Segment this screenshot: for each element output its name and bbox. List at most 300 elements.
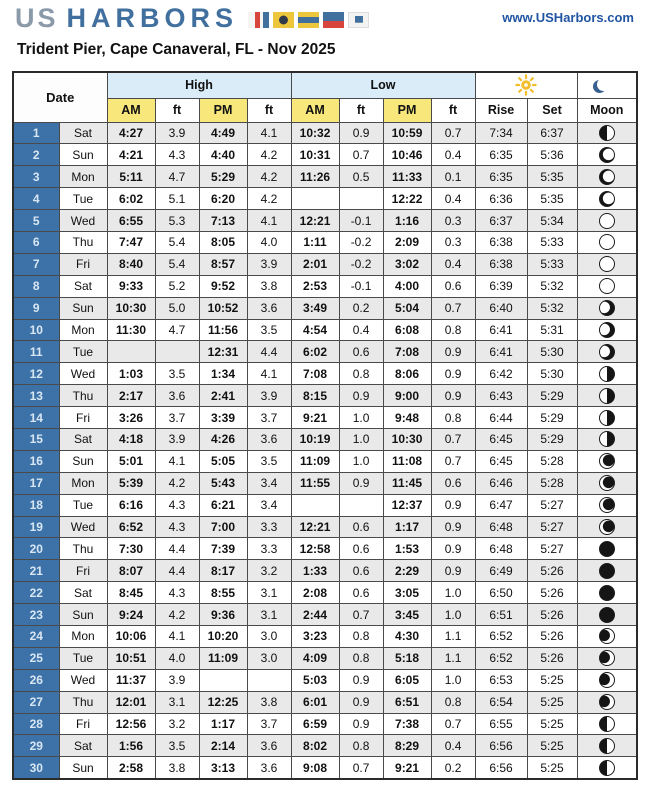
low-pm-ft-cell: 0.4 [431, 253, 475, 275]
moon-phase-icon [599, 541, 615, 557]
low-am-time-cell: 12:21 [291, 516, 339, 538]
high-am-time-cell: 8:07 [107, 560, 155, 582]
sunset-cell: 5:26 [527, 604, 577, 626]
sunset-cell: 5:30 [527, 341, 577, 363]
low-pm-time-cell: 6:08 [383, 319, 431, 341]
high-pm-ft-cell: 4.0 [247, 231, 291, 253]
low-pm-time-cell: 2:09 [383, 231, 431, 253]
date-number-cell: 12 [13, 363, 59, 385]
low-pm-time-cell: 6:05 [383, 669, 431, 691]
day-name-cell: Thu [59, 538, 107, 560]
moon-phase-icon [599, 256, 615, 272]
table-row [13, 144, 637, 166]
low-am-ft-cell: 0.9 [339, 122, 383, 144]
low-am-ft-cell: 0.6 [339, 560, 383, 582]
moon-cell [577, 735, 637, 757]
low-am-ft-cell: 0.8 [339, 625, 383, 647]
low-pm-ft-cell: 0.9 [431, 494, 475, 516]
date-number-cell: 28 [13, 713, 59, 735]
low-am-ft-cell: 0.5 [339, 166, 383, 188]
moon-phase-icon [599, 322, 615, 338]
table-row [13, 319, 637, 341]
website-link[interactable]: www.USHarbors.com [502, 10, 634, 25]
low-pm-time-cell: 9:21 [383, 757, 431, 779]
col-header-low: Low [291, 72, 475, 98]
date-number-cell: 15 [13, 428, 59, 450]
page-header [0, 0, 648, 34]
low-pm-time-cell: 12:22 [383, 188, 431, 210]
date-number-cell: 7 [13, 253, 59, 275]
moon-phase-icon [599, 388, 615, 404]
table-header-row-2 [13, 98, 637, 122]
high-am-time-cell: 3:26 [107, 407, 155, 429]
high-am-ft-cell: 4.7 [155, 166, 199, 188]
low-am-time-cell: 10:32 [291, 122, 339, 144]
low-am-ft-cell: 0.6 [339, 516, 383, 538]
low-pm-time-cell: 1:53 [383, 538, 431, 560]
high-am-time-cell: 10:30 [107, 297, 155, 319]
day-name-cell: Mon [59, 625, 107, 647]
table-row [13, 407, 637, 429]
high-pm-time-cell: 9:52 [199, 275, 247, 297]
day-name-cell: Wed [59, 669, 107, 691]
day-name-cell: Wed [59, 210, 107, 232]
high-pm-time-cell: 4:40 [199, 144, 247, 166]
high-am-ft-cell: 4.4 [155, 560, 199, 582]
low-am-ft-cell: 1.0 [339, 428, 383, 450]
day-name-cell: Sun [59, 144, 107, 166]
low-am-time-cell: 12:21 [291, 210, 339, 232]
high-am-ft-cell: 3.5 [155, 363, 199, 385]
table-row [13, 604, 637, 626]
high-am-time-cell: 7:30 [107, 538, 155, 560]
high-am-ft-cell: 3.6 [155, 385, 199, 407]
sunset-cell: 5:29 [527, 385, 577, 407]
moon-phase-icon [599, 191, 615, 207]
low-pm-ft-cell: 0.4 [431, 188, 475, 210]
high-pm-ft-cell: 3.9 [247, 385, 291, 407]
low-am-ft-cell: -0.2 [339, 253, 383, 275]
day-name-cell: Sun [59, 604, 107, 626]
sunset-cell: 5:26 [527, 560, 577, 582]
col-header-high: High [107, 72, 291, 98]
day-name-cell: Sat [59, 428, 107, 450]
low-pm-time-cell: 5:18 [383, 647, 431, 669]
low-am-ft-cell: 0.6 [339, 538, 383, 560]
sunset-cell: 5:29 [527, 407, 577, 429]
sunset-cell: 5:36 [527, 144, 577, 166]
low-pm-ft-cell: 0.9 [431, 363, 475, 385]
high-pm-ft-cell: 3.3 [247, 538, 291, 560]
high-am-ft-cell: 3.8 [155, 757, 199, 779]
high-pm-time-cell: 6:21 [199, 494, 247, 516]
tide-table [12, 71, 638, 780]
date-number-cell: 21 [13, 560, 59, 582]
high-am-time-cell: 11:30 [107, 319, 155, 341]
low-am-time-cell: 4:54 [291, 319, 339, 341]
col-header-set: Set [527, 98, 577, 122]
low-am-ft-cell [339, 188, 383, 210]
high-am-ft-cell: 4.3 [155, 582, 199, 604]
signal-flag-delta-icon [298, 12, 319, 28]
sunrise-cell: 6:49 [475, 560, 527, 582]
moon-phase-icon [599, 738, 615, 754]
sunset-cell: 5:25 [527, 735, 577, 757]
high-am-ft-cell: 4.4 [155, 538, 199, 560]
sunrise-cell: 6:44 [475, 407, 527, 429]
moon-cell [577, 560, 637, 582]
low-pm-ft-cell: 0.4 [431, 144, 475, 166]
low-am-ft-cell: -0.1 [339, 275, 383, 297]
high-pm-ft-cell: 3.5 [247, 319, 291, 341]
high-pm-ft-cell: 3.1 [247, 582, 291, 604]
date-number-cell: 18 [13, 494, 59, 516]
table-row [13, 188, 637, 210]
table-row [13, 582, 637, 604]
high-pm-ft-cell: 4.2 [247, 144, 291, 166]
high-am-ft-cell: 4.3 [155, 144, 199, 166]
col-header-moon-icon [577, 72, 637, 98]
sunrise-cell: 6:38 [475, 253, 527, 275]
low-am-ft-cell: 0.9 [339, 691, 383, 713]
low-pm-time-cell: 6:51 [383, 691, 431, 713]
low-pm-time-cell: 3:05 [383, 582, 431, 604]
sunrise-cell: 6:52 [475, 647, 527, 669]
high-pm-ft-cell: 4.2 [247, 166, 291, 188]
date-number-cell: 25 [13, 647, 59, 669]
low-pm-ft-cell: 0.6 [431, 472, 475, 494]
table-row [13, 166, 637, 188]
sunrise-cell: 6:40 [475, 297, 527, 319]
moon-phase-icon [599, 453, 615, 469]
table-row [13, 713, 637, 735]
high-am-time-cell: 10:51 [107, 647, 155, 669]
col-header-moon: Moon [577, 98, 637, 122]
table-row [13, 363, 637, 385]
high-pm-time-cell: 1:17 [199, 713, 247, 735]
moon-cell [577, 385, 637, 407]
low-am-ft-cell: -0.2 [339, 231, 383, 253]
col-header-low-pm: PM [383, 98, 431, 122]
high-am-ft-cell: 4.2 [155, 472, 199, 494]
high-am-time-cell [107, 341, 155, 363]
high-am-time-cell: 8:40 [107, 253, 155, 275]
moon-cell [577, 691, 637, 713]
high-am-time-cell: 12:56 [107, 713, 155, 735]
high-am-time-cell: 6:16 [107, 494, 155, 516]
high-pm-time-cell: 10:52 [199, 297, 247, 319]
low-pm-time-cell: 11:45 [383, 472, 431, 494]
low-am-time-cell: 8:15 [291, 385, 339, 407]
col-header-low-am-ft: ft [339, 98, 383, 122]
date-number-cell: 17 [13, 472, 59, 494]
low-pm-time-cell: 8:06 [383, 363, 431, 385]
sunset-cell: 5:35 [527, 166, 577, 188]
sunset-cell: 5:27 [527, 538, 577, 560]
moon-cell [577, 188, 637, 210]
date-number-cell: 2 [13, 144, 59, 166]
col-header-high-pm-ft: ft [247, 98, 291, 122]
moon-phase-icon [599, 628, 615, 644]
date-number-cell: 8 [13, 275, 59, 297]
moon-cell [577, 319, 637, 341]
low-am-time-cell: 9:21 [291, 407, 339, 429]
moon-cell [577, 625, 637, 647]
table-row [13, 560, 637, 582]
day-name-cell: Mon [59, 472, 107, 494]
col-header-low-pm-ft: ft [431, 98, 475, 122]
sunset-cell: 6:37 [527, 122, 577, 144]
low-pm-ft-cell: 0.8 [431, 407, 475, 429]
low-am-ft-cell: 0.2 [339, 297, 383, 319]
high-am-ft-cell: 5.1 [155, 188, 199, 210]
sunrise-cell: 6:56 [475, 735, 527, 757]
sunset-cell: 5:33 [527, 231, 577, 253]
high-am-time-cell: 7:47 [107, 231, 155, 253]
day-name-cell: Sat [59, 275, 107, 297]
sunset-cell: 5:29 [527, 428, 577, 450]
high-pm-ft-cell: 3.7 [247, 713, 291, 735]
low-pm-ft-cell: 1.0 [431, 582, 475, 604]
low-am-time-cell: 11:26 [291, 166, 339, 188]
table-row [13, 297, 637, 319]
high-am-time-cell: 11:37 [107, 669, 155, 691]
high-pm-time-cell: 11:09 [199, 647, 247, 669]
moon-phase-icon [599, 497, 615, 513]
col-header-sun [475, 72, 577, 98]
signal-flags [248, 12, 369, 28]
high-pm-ft-cell [247, 669, 291, 691]
low-pm-ft-cell: 0.3 [431, 210, 475, 232]
high-am-ft-cell: 4.1 [155, 625, 199, 647]
low-pm-time-cell: 12:37 [383, 494, 431, 516]
moon-phase-icon [599, 563, 615, 579]
sunset-cell: 5:32 [527, 275, 577, 297]
moon-cell [577, 538, 637, 560]
low-pm-ft-cell: 1.1 [431, 647, 475, 669]
date-number-cell: 11 [13, 341, 59, 363]
high-pm-ft-cell: 3.0 [247, 625, 291, 647]
high-am-ft-cell [155, 341, 199, 363]
moon-phase-icon [599, 760, 615, 776]
moon-phase-icon [599, 410, 615, 426]
high-am-time-cell: 2:58 [107, 757, 155, 779]
high-am-ft-cell: 5.0 [155, 297, 199, 319]
table-row [13, 450, 637, 472]
day-name-cell: Thu [59, 231, 107, 253]
low-pm-ft-cell: 0.6 [431, 275, 475, 297]
low-am-ft-cell [339, 494, 383, 516]
moon-cell [577, 275, 637, 297]
low-pm-ft-cell: 0.9 [431, 385, 475, 407]
low-am-ft-cell: 1.0 [339, 407, 383, 429]
moon-phase-icon [599, 125, 615, 141]
high-pm-time-cell: 4:26 [199, 428, 247, 450]
moon-cell [577, 253, 637, 275]
date-number-cell: 20 [13, 538, 59, 560]
low-pm-ft-cell: 0.7 [431, 713, 475, 735]
high-pm-time-cell: 8:57 [199, 253, 247, 275]
high-am-ft-cell: 5.2 [155, 275, 199, 297]
moon-cell [577, 166, 637, 188]
sunset-cell: 5:25 [527, 713, 577, 735]
high-am-ft-cell: 5.4 [155, 253, 199, 275]
moon-phase-icon [599, 431, 615, 447]
sunset-cell: 5:25 [527, 691, 577, 713]
low-am-ft-cell: 0.4 [339, 319, 383, 341]
low-pm-time-cell: 7:08 [383, 341, 431, 363]
sunrise-cell: 7:34 [475, 122, 527, 144]
table-row [13, 669, 637, 691]
high-pm-ft-cell: 4.1 [247, 363, 291, 385]
moon-phase-icon [599, 694, 615, 710]
col-header-high-am: AM [107, 98, 155, 122]
low-am-ft-cell: 0.8 [339, 647, 383, 669]
low-pm-time-cell: 8:29 [383, 735, 431, 757]
date-number-cell: 23 [13, 604, 59, 626]
day-name-cell: Fri [59, 407, 107, 429]
sunrise-cell: 6:45 [475, 450, 527, 472]
high-am-time-cell: 4:18 [107, 428, 155, 450]
day-name-cell: Fri [59, 253, 107, 275]
high-pm-ft-cell: 3.6 [247, 735, 291, 757]
moon-phase-icon [599, 213, 615, 229]
high-am-time-cell: 4:21 [107, 144, 155, 166]
low-am-ft-cell: 0.7 [339, 757, 383, 779]
low-pm-time-cell: 10:46 [383, 144, 431, 166]
high-am-time-cell: 4:27 [107, 122, 155, 144]
high-am-ft-cell: 4.2 [155, 604, 199, 626]
low-am-ft-cell: 1.0 [339, 450, 383, 472]
high-am-ft-cell: 4.1 [155, 450, 199, 472]
high-pm-ft-cell: 3.9 [247, 253, 291, 275]
low-am-ft-cell: 0.7 [339, 604, 383, 626]
high-am-time-cell: 2:17 [107, 385, 155, 407]
signal-flag-sierra-icon [348, 12, 369, 28]
sunrise-cell: 6:51 [475, 604, 527, 626]
day-name-cell: Mon [59, 166, 107, 188]
low-pm-time-cell: 2:29 [383, 560, 431, 582]
high-pm-ft-cell: 3.3 [247, 516, 291, 538]
sunrise-cell: 6:53 [475, 669, 527, 691]
high-pm-ft-cell: 4.2 [247, 188, 291, 210]
high-am-time-cell: 1:56 [107, 735, 155, 757]
col-header-low-am: AM [291, 98, 339, 122]
low-pm-ft-cell: 0.3 [431, 231, 475, 253]
day-name-cell: Mon [59, 319, 107, 341]
day-name-cell: Fri [59, 560, 107, 582]
moon-phase-icon [599, 650, 615, 666]
sun-icon [515, 74, 537, 96]
low-pm-ft-cell: 0.9 [431, 538, 475, 560]
low-am-ft-cell: 0.8 [339, 363, 383, 385]
low-am-time-cell: 2:01 [291, 253, 339, 275]
high-am-ft-cell: 4.0 [155, 647, 199, 669]
table-row [13, 385, 637, 407]
high-pm-time-cell: 3:13 [199, 757, 247, 779]
moon-cell [577, 363, 637, 385]
sunset-cell: 5:26 [527, 625, 577, 647]
moon-cell [577, 494, 637, 516]
sunrise-cell: 6:36 [475, 188, 527, 210]
high-am-ft-cell: 5.3 [155, 210, 199, 232]
low-pm-ft-cell: 0.9 [431, 560, 475, 582]
moon-phase-icon [599, 519, 615, 535]
high-pm-time-cell: 2:14 [199, 735, 247, 757]
low-am-time-cell: 2:53 [291, 275, 339, 297]
high-am-time-cell: 6:55 [107, 210, 155, 232]
signal-flag-india-icon [273, 12, 294, 28]
moon-cell [577, 210, 637, 232]
low-pm-ft-cell: 0.7 [431, 428, 475, 450]
high-pm-time-cell: 1:34 [199, 363, 247, 385]
low-am-ft-cell: 0.9 [339, 669, 383, 691]
moon-cell [577, 407, 637, 429]
table-row [13, 647, 637, 669]
moon-phase-icon [599, 169, 615, 185]
low-am-time-cell: 6:02 [291, 341, 339, 363]
low-am-time-cell: 4:09 [291, 647, 339, 669]
moon-cell [577, 122, 637, 144]
high-pm-time-cell: 6:20 [199, 188, 247, 210]
low-pm-time-cell: 1:17 [383, 516, 431, 538]
day-name-cell: Sun [59, 450, 107, 472]
col-header-high-pm: PM [199, 98, 247, 122]
sunrise-cell: 6:46 [475, 472, 527, 494]
low-am-time-cell: 1:33 [291, 560, 339, 582]
moon-phase-icon [599, 585, 615, 601]
high-am-ft-cell: 3.9 [155, 122, 199, 144]
sunset-cell: 5:27 [527, 516, 577, 538]
high-pm-time-cell: 5:43 [199, 472, 247, 494]
table-row [13, 538, 637, 560]
low-am-time-cell [291, 494, 339, 516]
high-pm-time-cell: 10:20 [199, 625, 247, 647]
high-pm-ft-cell: 3.5 [247, 450, 291, 472]
high-pm-ft-cell: 3.6 [247, 297, 291, 319]
table-row [13, 341, 637, 363]
sunrise-cell: 6:41 [475, 341, 527, 363]
sunrise-cell: 6:38 [475, 231, 527, 253]
moon-cell [577, 604, 637, 626]
table-row [13, 428, 637, 450]
date-number-cell: 24 [13, 625, 59, 647]
table-row [13, 735, 637, 757]
high-pm-ft-cell: 3.0 [247, 647, 291, 669]
low-pm-ft-cell: 0.1 [431, 166, 475, 188]
sunset-cell: 5:26 [527, 647, 577, 669]
high-am-ft-cell: 3.9 [155, 669, 199, 691]
low-pm-time-cell: 3:02 [383, 253, 431, 275]
moon-phase-icon [599, 147, 615, 163]
sunset-cell: 5:35 [527, 188, 577, 210]
low-am-time-cell: 8:02 [291, 735, 339, 757]
table-row [13, 757, 637, 779]
table-row [13, 210, 637, 232]
moon-phase-icon [599, 278, 615, 294]
low-am-time-cell: 2:08 [291, 582, 339, 604]
low-am-time-cell: 10:19 [291, 428, 339, 450]
sunset-cell: 5:27 [527, 494, 577, 516]
low-pm-ft-cell: 0.9 [431, 516, 475, 538]
moon-cell [577, 428, 637, 450]
moon-phase-icon [599, 607, 615, 623]
high-pm-ft-cell: 3.7 [247, 407, 291, 429]
date-number-cell: 13 [13, 385, 59, 407]
high-am-time-cell: 9:24 [107, 604, 155, 626]
table-row [13, 275, 637, 297]
low-am-time-cell: 1:11 [291, 231, 339, 253]
